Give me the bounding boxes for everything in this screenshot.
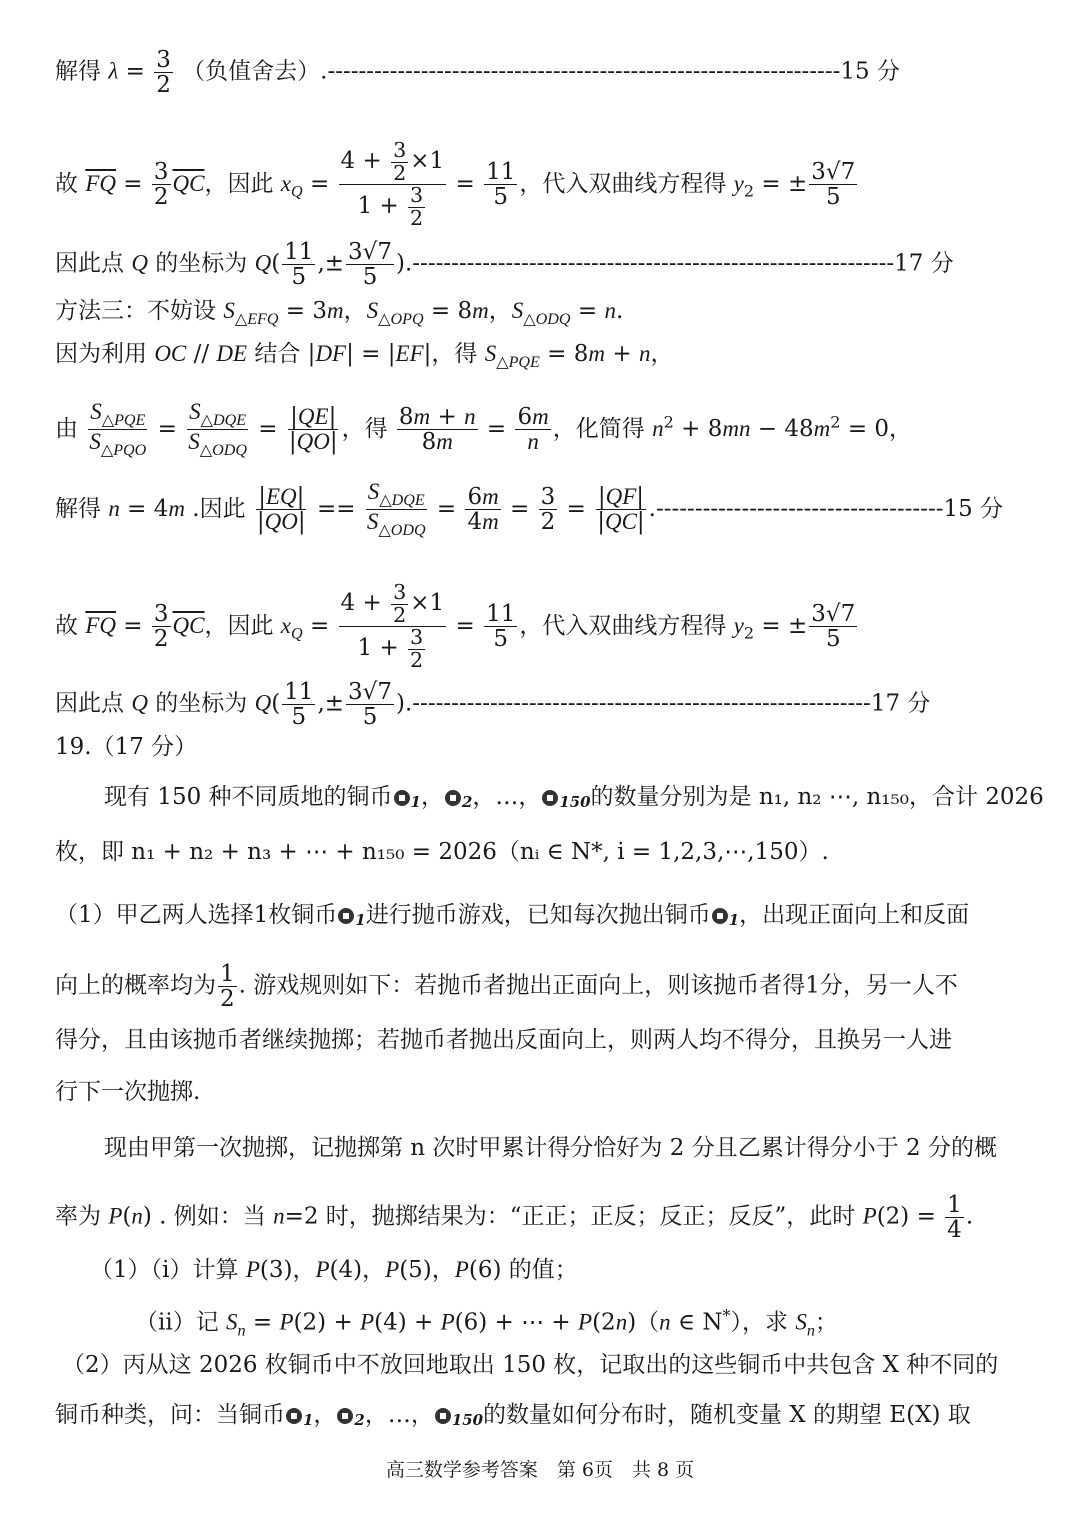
part1-line6: 率为 P(n) . 例如：当 n=2 时，抛掷结果为：“正正；正反；反正；反反”，此时 P(2) = $\frac{1}{4}$ . (55, 1192, 974, 1244)
part1-ii: （ii）记 $S_n = P(2) + P(4) + P(6)$ + ⋯ + P(2n)（n ∈ N*），求 $S_n$； (135, 1306, 838, 1340)
line-fq-2: 故 $\overline{FQ}$ = $\frac{3}{2}$ $\overline{QC}$，因此 $x_Q$ = 4 + $\frac{3}{2}$ ×1 1 + $\frac{3}{2}$ = $\frac{11}{5}$ ，代入双曲线方程得 $y_2$ = ± $\frac{3√7}{5}$ (55, 580, 856, 673)
part1-line3: 得分，且由该抛币者继续抛掷；若抛币者抛出反面向上，则两人均不得分，且换另一人进 (55, 1027, 952, 1053)
problem-intro-line1: 现有 150 种不同质地的铜币 $_1$， $_2$，…， $_{150}$的数量分别为是 n₁, n₂ ⋯, n₁₅₀，合计 2026 (104, 784, 1044, 811)
coin-icon (712, 908, 728, 924)
part2-line2: 铜币种类，问：当铜币 $_1$， $_2$，…， $_{150}$的数量如何分布时，随机变量 X 的期望 E(X) 取 (55, 1402, 971, 1429)
coin-icon (286, 1408, 302, 1424)
part1-line4: 行下一次抛掷. (55, 1079, 201, 1105)
coin-icon (542, 790, 558, 806)
question-19-title: 19.（17 分） (55, 734, 198, 760)
page-footer: 高三数学参考答案 第 6页 共 8 页 (385, 1459, 695, 1481)
problem-intro-line2: 枚，即 n₁ + n₂ + n₃ + ⋯ + n₁₅₀ = 2026（nᵢ ∈ N*, i = 1,2,3,⋯,150）. (55, 839, 829, 865)
part1-i: （1）（i）计算 P(3)，P(4)，P(5)，P(6) 的值； (90, 1257, 578, 1283)
line-method3: 方法三：不妨设 $S_{\triangle EFQ} = 3m$，$S_{\triangle OPQ} = 8m$，$S_{\triangle ODQ} = n$. (55, 298, 624, 328)
coin-icon (435, 1408, 451, 1424)
line-q-coord-2: 因此点 Q 的坐标为 Q( $\frac{11}{5}$ ,± $\frac{3√7}{5}$ ).-----------------------------------------------------------17 分 (55, 679, 931, 731)
line-because: 因为利用 OC // DE 结合 |DF| = |EF|，得 $S_{\triangle PQE} = 8m + n$， (55, 341, 674, 371)
coin-icon (445, 790, 461, 806)
part2-line1: （2）丙从这 2026 枚铜币中不放回地取出 150 枚，记取出的这些铜币中共包含 X 种不同的 (62, 1352, 999, 1378)
part1-line5: 现由甲第一次抛掷，记抛掷第 n 次时甲累计得分恰好为 2 分且乙累计得分小于 2 分的概 (104, 1135, 997, 1161)
line-lambda: 解得 λ = $\frac{3}{2}$ （负值舍去）.------------------------------------------------------------------15 分 (55, 47, 900, 99)
coin-icon (394, 790, 410, 806)
line-ratio: 由 $\frac{S_{\triangle PQE}}{S_{\triangle PQO}}$ = $\frac{S_{\triangle DQE}}{S_{\triangle ODQ}}$ = $\frac{|QE|}{|QO|}$ ，得 $\frac{8m + n}{8m}$ = $\frac{6m}{n}$ ，化简得 $n^2 + 8mn - 48m^2 = 0$， (55, 399, 913, 460)
part1-line1: （1）甲乙两人选择1枚铜币 $_1$进行抛币游戏，已知每次抛出铜币 $_1$，出现正面向上和反面 (55, 902, 970, 929)
coin-icon (338, 908, 354, 924)
line-solve-n: 解得 n = 4m .因此 $\frac{|EQ|}{|QO|}$ == $\frac{S_{\triangle DQE}}{S_{\triangle ODQ}}$ = $\frac{6m}{4m}$ = $\frac{3}{2}$ = $\frac{|QF|}{|QC|}$ .-------------------------------------15 分 (55, 479, 1004, 540)
coin-icon (337, 1408, 353, 1424)
line-fq-1: 故 $\overline{FQ}$ = $\frac{3}{2}$ $\overline{QC}$，因此 $x_Q$ = 4 + $\frac{3}{2}$ ×1 1 + $\frac{3}{2}$ = $\frac{11}{5}$ ，代入双曲线方程得 $y_2$ = ± $\frac{3√7}{5}$ (55, 138, 856, 231)
part1-line2: 向上的概率均为 $\frac{1}{2}$ . 游戏规则如下：若抛币者抛出正面向上，则该抛币者得1分，另一人不 (55, 961, 958, 1013)
line-q-coord-1: 因此点 Q 的坐标为 Q( $\frac{11}{5}$ ,± $\frac{3√7}{5}$ ).--------------------------------------------------------------17 分 (55, 239, 954, 291)
